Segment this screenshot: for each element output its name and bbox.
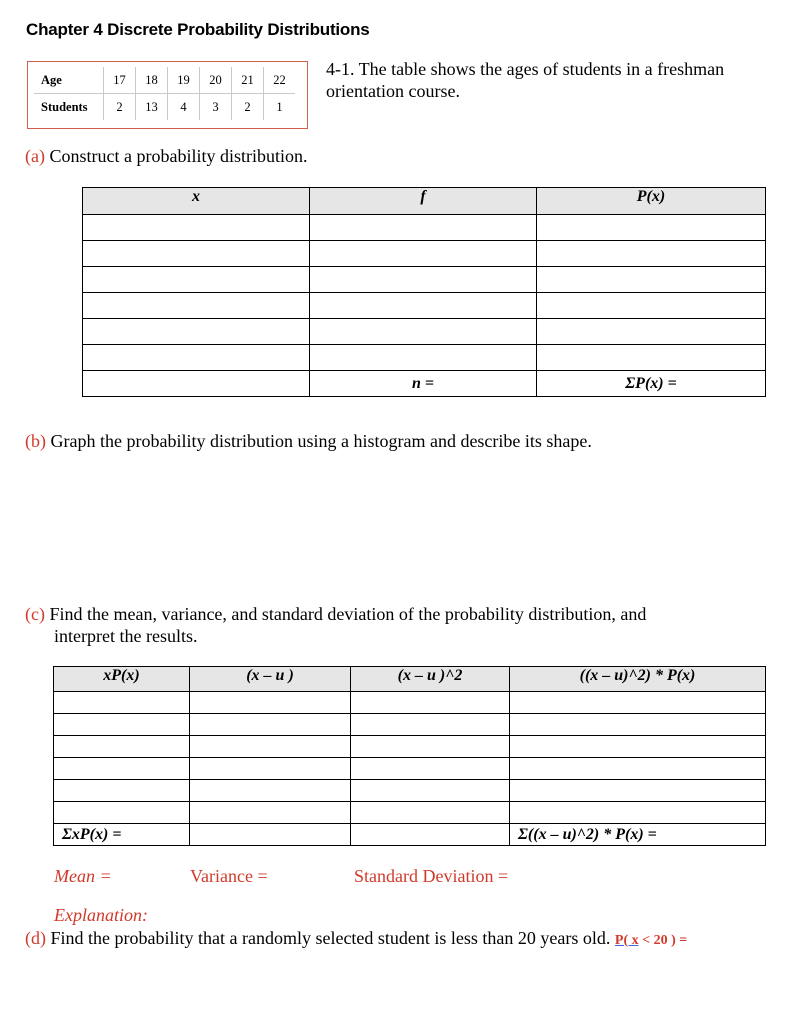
answer-rest: < 20 ) = bbox=[642, 933, 688, 948]
footer-sum-weighted[interactable]: Σ((x – u)^2) * P(x) = bbox=[510, 824, 766, 846]
px-cell[interactable] bbox=[537, 241, 766, 267]
header-weighted-squared: ((x – u)^2) * P(x) bbox=[510, 667, 766, 692]
age-row-label: Age bbox=[34, 67, 104, 94]
footer-empty bbox=[190, 824, 351, 846]
part-c-label: (c) bbox=[25, 604, 45, 624]
table-row bbox=[83, 215, 766, 241]
calc-cell[interactable] bbox=[190, 692, 351, 714]
calc-cell[interactable] bbox=[190, 802, 351, 824]
students-cell: 1 bbox=[264, 94, 296, 121]
students-cell: 3 bbox=[200, 94, 232, 121]
x-cell[interactable] bbox=[83, 215, 310, 241]
px-cell[interactable] bbox=[537, 215, 766, 241]
calc-cell[interactable] bbox=[510, 714, 766, 736]
table-row bbox=[83, 267, 766, 293]
header-deviation: (x – u ) bbox=[190, 667, 351, 692]
header-deviation-squared: (x – u )^2 bbox=[351, 667, 510, 692]
age-cell: 19 bbox=[168, 67, 200, 94]
footer-sum-px[interactable]: ΣP(x) = bbox=[537, 371, 766, 397]
students-row bbox=[34, 94, 295, 121]
calc-cell[interactable] bbox=[54, 802, 190, 824]
explanation-label[interactable]: Explanation: bbox=[54, 905, 148, 925]
problem-line-2: orientation course. bbox=[326, 81, 460, 101]
x-cell[interactable] bbox=[83, 319, 310, 345]
footer-empty bbox=[83, 371, 310, 397]
problem-statement bbox=[326, 58, 766, 102]
calc-cell[interactable] bbox=[351, 758, 510, 780]
table-row bbox=[83, 241, 766, 267]
age-cell: 21 bbox=[232, 67, 264, 94]
x-cell[interactable] bbox=[83, 267, 310, 293]
part-b-label: (b) bbox=[25, 431, 46, 451]
part-c-line-1: Find the mean, variance, and standard deviation of the probability distribution, and bbox=[49, 604, 647, 624]
table-row bbox=[83, 345, 766, 371]
header-f: f bbox=[310, 188, 537, 215]
table-row bbox=[54, 802, 766, 824]
calc-cell[interactable] bbox=[351, 802, 510, 824]
calc-cell[interactable] bbox=[351, 714, 510, 736]
students-row-label: Students bbox=[34, 94, 104, 121]
f-cell[interactable] bbox=[310, 345, 537, 371]
age-cell: 17 bbox=[104, 67, 136, 94]
footer-empty bbox=[351, 824, 510, 846]
part-b-prompt bbox=[25, 431, 592, 452]
calc-cell[interactable] bbox=[190, 758, 351, 780]
part-d-text: Find the probability that a randomly selected student is less than 20 years old. bbox=[50, 928, 611, 948]
x-cell[interactable] bbox=[83, 241, 310, 267]
calc-cell[interactable] bbox=[510, 802, 766, 824]
probability-table bbox=[82, 187, 766, 397]
age-cell: 18 bbox=[136, 67, 168, 94]
px-cell[interactable] bbox=[537, 267, 766, 293]
part-b-text: Graph the probability distribution using a histogram and describe its shape. bbox=[50, 431, 592, 451]
calc-cell[interactable] bbox=[190, 780, 351, 802]
part-a-label: (a) bbox=[25, 146, 45, 166]
age-cell: 22 bbox=[264, 67, 296, 94]
students-cell: 2 bbox=[232, 94, 264, 121]
table-row bbox=[54, 758, 766, 780]
mean-label[interactable]: Mean = bbox=[54, 866, 112, 886]
f-cell[interactable] bbox=[310, 241, 537, 267]
students-cell: 13 bbox=[136, 94, 168, 121]
part-a-text: Construct a probability distribution. bbox=[49, 146, 308, 166]
px-cell[interactable] bbox=[537, 345, 766, 371]
table-row bbox=[83, 293, 766, 319]
chapter-title: Chapter 4 Discrete Probability Distributions bbox=[26, 20, 370, 39]
calculation-table bbox=[53, 666, 766, 846]
calculation-table-footer bbox=[54, 824, 766, 846]
table-row bbox=[54, 692, 766, 714]
part-d-label: (d) bbox=[25, 928, 46, 948]
part-c-prompt bbox=[25, 603, 646, 647]
answer-prefix: P( x bbox=[614, 933, 639, 948]
part-d-answer[interactable] bbox=[615, 933, 687, 948]
calculation-table-header bbox=[54, 667, 766, 692]
std-dev-label[interactable]: Standard Deviation = bbox=[354, 866, 509, 886]
part-a-prompt bbox=[25, 146, 307, 167]
problem-line-1: 4-1. The table shows the ages of students in a freshman bbox=[326, 59, 725, 79]
f-cell[interactable] bbox=[310, 319, 537, 345]
calc-cell[interactable] bbox=[351, 780, 510, 802]
probability-table-footer bbox=[83, 371, 766, 397]
px-cell[interactable] bbox=[537, 319, 766, 345]
calc-cell[interactable] bbox=[190, 714, 351, 736]
calc-cell[interactable] bbox=[510, 780, 766, 802]
calc-cell[interactable] bbox=[510, 692, 766, 714]
calc-cell[interactable] bbox=[54, 714, 190, 736]
calc-cell[interactable] bbox=[54, 758, 190, 780]
age-table bbox=[34, 67, 295, 120]
x-cell[interactable] bbox=[83, 345, 310, 371]
f-cell[interactable] bbox=[310, 215, 537, 241]
part-d-prompt bbox=[25, 928, 687, 949]
probability-table-header bbox=[83, 188, 766, 215]
table-row bbox=[54, 780, 766, 802]
table-row bbox=[54, 714, 766, 736]
variance-label[interactable]: Variance = bbox=[190, 866, 268, 886]
calc-cell[interactable] bbox=[54, 692, 190, 714]
footer-n[interactable]: n = bbox=[310, 371, 537, 397]
calc-cell[interactable] bbox=[510, 736, 766, 758]
f-cell[interactable] bbox=[310, 267, 537, 293]
calc-cell[interactable] bbox=[510, 758, 766, 780]
calc-cell[interactable] bbox=[54, 736, 190, 758]
f-cell[interactable] bbox=[310, 293, 537, 319]
header-x: x bbox=[83, 188, 310, 215]
footer-sum-xpx[interactable]: ΣxP(x) = bbox=[54, 824, 190, 846]
px-cell[interactable] bbox=[537, 293, 766, 319]
calc-cell[interactable] bbox=[351, 736, 510, 758]
table-row bbox=[83, 319, 766, 345]
calc-cell[interactable] bbox=[351, 692, 510, 714]
students-cell: 2 bbox=[104, 94, 136, 121]
header-px: P(x) bbox=[537, 188, 766, 215]
calc-cell[interactable] bbox=[54, 780, 190, 802]
header-xpx: xP(x) bbox=[54, 667, 190, 692]
age-cell: 20 bbox=[200, 67, 232, 94]
x-cell[interactable] bbox=[83, 293, 310, 319]
table-row bbox=[54, 736, 766, 758]
part-c-line-2: interpret the results. bbox=[54, 626, 198, 646]
calc-cell[interactable] bbox=[190, 736, 351, 758]
age-table-frame bbox=[27, 61, 308, 129]
students-cell: 4 bbox=[168, 94, 200, 121]
age-row bbox=[34, 67, 295, 94]
